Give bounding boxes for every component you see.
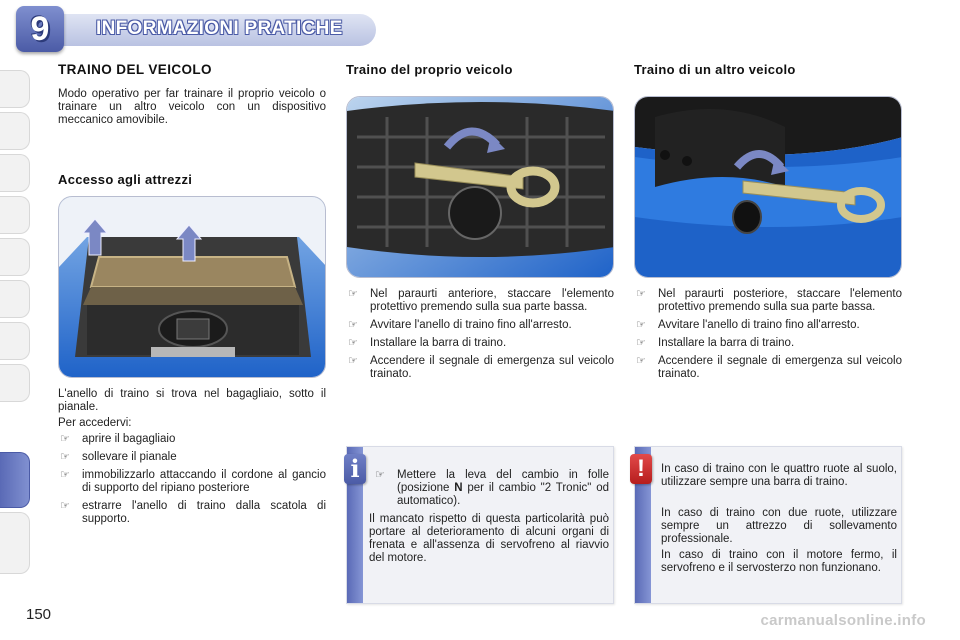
list-item: ☞ Avvitare l'anello di traino fino all'arresto. [348,319,572,331]
pointing-hand-icon: ☞ [60,433,70,445]
chapter-tab-4[interactable] [0,196,30,234]
other-vehicle-tow-title: Traino di un altro veicolo [634,62,796,77]
pointing-hand-icon: ☞ [375,469,385,481]
info-box-text: Il mancato rispetto di questa particolarità può portare al deterioramento di alcuni organi di frenata e all'assenza di servofreno al riavvio del motore. [369,513,609,564]
info-box [346,446,614,604]
warning-text-1: In caso di traino con le quattro ruote al suolo, utilizzare sempre una barra di traino. [661,463,897,488]
pointing-hand-icon: ☞ [348,288,358,300]
list-item: ☞ Avvitare l'anello di traino fino all'arresto. [636,319,860,331]
warning-box [634,446,902,604]
pointing-hand-icon: ☞ [636,319,646,331]
other-vehicle-steps-list [634,288,902,386]
pointing-hand-icon: ☞ [636,288,646,300]
info-icon: i [344,454,366,484]
front-tow-title: Traino del proprio veicolo [346,62,513,77]
chapter-tab-1[interactable] [0,70,30,108]
chapter-tab-9-active[interactable] [0,452,30,508]
list-item: ☞ Nel paraurti posteriore, staccare l'elemento protettivo premendo sulla sua parte bassa. [636,288,902,313]
tow-ring-location-text: L'anello di traino si trova nel bagagliaio, sotto il pianale. [58,388,326,413]
chapter-tab-10[interactable] [0,512,30,574]
access-steps-list [58,433,326,531]
pointing-hand-icon: ☞ [636,337,646,349]
pointing-hand-icon: ☞ [60,451,70,463]
rear-bumper-photo [634,96,902,278]
list-item: ☞ Installare la barra di traino. [636,337,795,349]
chapter-tab-2[interactable] [0,112,30,150]
list-item: ☞ Accendere il segnale di emergenza sul veicolo trainato. [348,355,614,380]
list-item: ☞ estrarre l'anello di traino dalla scatola di supporto. [60,500,326,525]
intro-text: Modo operativo per far trainare il proprio veicolo o trainare un altro veicolo con un dispositivo meccanico amovibile. [58,88,326,126]
chapter-tab-7[interactable] [0,322,30,360]
front-bumper-photo [346,96,614,278]
warning-text-3: In caso di traino con il motore fermo, il servofreno e il servosterzo non funzionano. [661,549,897,574]
list-item: ☞ Mettere la leva del cambio in folle (posizione N per il cambio "2 Tronic" od automatico). [375,469,609,507]
exclamation-icon: ! [630,454,652,484]
section-title: TRAINO DEL VEICOLO [58,62,212,77]
access-label: Per accedervi: [58,417,132,429]
chapter-badge [16,6,64,52]
pointing-hand-icon: ☞ [348,319,358,331]
list-item: ☞ immobilizzarlo attaccando il cordone al gancio di supporto del ripiano posteriore [60,469,326,494]
pointing-hand-icon: ☞ [60,500,70,512]
trunk-photo [58,196,326,378]
chapter-tab-3[interactable] [0,154,30,192]
warning-text-2: In caso di traino con due ruote, utilizzare sempre un attrezzo di sollevamento professionale. [661,507,897,545]
chapter-number: 9 [30,10,50,48]
page-number: 150 [26,606,52,623]
list-item: ☞ Accendere il segnale di emergenza sul veicolo trainato. [636,355,902,380]
chapter-tab-8[interactable] [0,364,30,402]
list-item: ☞ sollevare il pianale [60,451,177,463]
watermark: carmanualsonline.info [760,612,926,629]
subsection-title: Accesso agli attrezzi [58,172,193,187]
page-title: INFORMAZIONI PRATICHE [96,18,343,39]
pointing-hand-icon: ☞ [348,337,358,349]
list-item: ☞ aprire il bagagliaio [60,433,176,445]
list-item: ☞ Nel paraurti anteriore, staccare l'elemento protettivo premendo sulla sua parte bassa. [348,288,614,313]
pointing-hand-icon: ☞ [636,355,646,367]
front-tow-steps-list [346,288,614,386]
list-item: ☞ Installare la barra di traino. [348,337,507,349]
info-box-list [373,469,609,513]
pointing-hand-icon: ☞ [60,469,70,481]
chapter-tab-5[interactable] [0,238,30,276]
pointing-hand-icon: ☞ [348,355,358,367]
chapter-tab-6[interactable] [0,280,30,318]
